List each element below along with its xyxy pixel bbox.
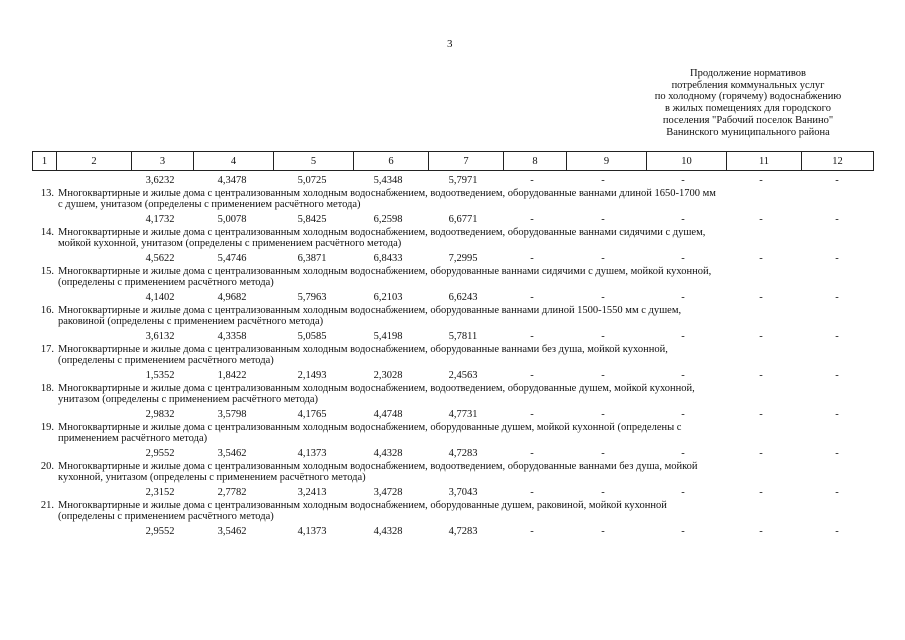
value-cell: 4,4748 <box>373 409 403 420</box>
value-cell: 4,3478 <box>217 175 247 186</box>
value-cell: - <box>835 214 839 225</box>
description-line: Многоквартирные и жилые дома с централизованным холодным водоснабжением, оборудованные ваннами без душа, мойкой кухонной, <box>58 344 668 355</box>
value-cell: 3,5798 <box>217 409 247 420</box>
row-description <box>32 423 873 445</box>
value-cell: 4,1373 <box>297 526 327 537</box>
column-header: 12 <box>802 152 874 171</box>
value-cell: 5,0585 <box>297 331 327 342</box>
value-cell: 5,7811 <box>448 331 478 342</box>
value-cell: 5,4198 <box>373 331 403 342</box>
value-cell: - <box>530 253 534 264</box>
value-cell: 5,4746 <box>217 253 247 264</box>
table-row <box>32 445 873 462</box>
column-number-header <box>32 151 874 171</box>
column-header: 7 <box>429 152 504 171</box>
caption-line: по холодному (горячему) водоснабжению <box>654 91 842 103</box>
value-cell: - <box>530 370 534 381</box>
value-cell: - <box>835 526 839 537</box>
value-cell: - <box>601 448 605 459</box>
value-cell: - <box>759 487 763 498</box>
value-cell: - <box>601 526 605 537</box>
table-row <box>32 484 873 501</box>
value-cell: 2,4563 <box>448 370 478 381</box>
value-cell: - <box>601 331 605 342</box>
row-description <box>32 267 873 289</box>
value-cell: - <box>835 175 839 186</box>
value-cell: 6,8433 <box>373 253 403 264</box>
table-row <box>32 289 873 306</box>
table-row <box>32 523 873 540</box>
value-cell: - <box>759 175 763 186</box>
description-line: Многоквартирные и жилые дома с централизованным холодным водоснабжением, оборудованные душем, мойкой кухонной (определены с <box>58 422 682 433</box>
value-cell: 6,6771 <box>448 214 478 225</box>
table-row <box>32 172 873 189</box>
value-cell: 5,4348 <box>373 175 403 186</box>
row-number: 18. <box>40 383 54 394</box>
value-cell: 6,3871 <box>297 253 327 264</box>
value-cell: - <box>530 292 534 303</box>
value-cell: 3,6232 <box>145 175 175 186</box>
value-cell: 4,1732 <box>145 214 175 225</box>
row-description <box>32 189 873 211</box>
value-cell: 3,6132 <box>145 331 175 342</box>
row-number: 13. <box>40 188 54 199</box>
value-cell: 2,1493 <box>297 370 327 381</box>
row-number: 14. <box>40 227 54 238</box>
value-cell: - <box>759 253 763 264</box>
value-cell: - <box>601 253 605 264</box>
value-cell: - <box>759 331 763 342</box>
value-cell: - <box>601 370 605 381</box>
value-cell: 4,1402 <box>145 292 175 303</box>
value-cell: - <box>530 331 534 342</box>
value-cell: 2,9832 <box>145 409 175 420</box>
row-description <box>32 462 873 484</box>
description-line: унитазом (определены с применением расчётного метода) <box>58 393 319 405</box>
value-cell: - <box>835 292 839 303</box>
value-cell: - <box>530 487 534 498</box>
description-line: (определены с применением расчётного метода) <box>58 510 274 522</box>
page-number: 3 <box>447 38 453 50</box>
value-cell: - <box>835 409 839 420</box>
row-number: 20. <box>40 461 54 472</box>
value-cell: - <box>835 253 839 264</box>
description-line: (определены с применением расчётного метода) <box>58 276 274 288</box>
value-cell: 3,7043 <box>448 487 478 498</box>
row-number: 17. <box>40 344 54 355</box>
value-cell: - <box>530 214 534 225</box>
value-cell: 3,2413 <box>297 487 327 498</box>
value-cell: 3,4728 <box>373 487 403 498</box>
value-cell: 1,8422 <box>217 370 247 381</box>
value-cell: - <box>835 331 839 342</box>
description-line: Многоквартирные и жилые дома с централизованным холодным водоснабжением, водоотведением, оборудованные ваннами длиной 1650-1700 мм <box>58 188 716 199</box>
value-cell: - <box>601 409 605 420</box>
column-header: 4 <box>194 152 274 171</box>
column-header: 9 <box>567 152 647 171</box>
column-header: 10 <box>647 152 727 171</box>
value-cell: - <box>681 214 685 225</box>
column-header: 6 <box>354 152 429 171</box>
value-cell: 2,3152 <box>145 487 175 498</box>
description-line: Многоквартирные и жилые дома с централизованным холодным водоснабжением, водоотведением, оборудованные ваннами без душа, мойкой <box>58 461 698 472</box>
row-number: 21. <box>40 500 54 511</box>
description-line: Многоквартирные и жилые дома с централизованным холодным водоснабжением, оборудованные душем, раковиной, мойкой кухонной <box>58 500 667 511</box>
value-cell: 2,7782 <box>217 487 247 498</box>
caption-line: поселения "Рабочий поселок Ванино" <box>662 114 834 126</box>
description-line: применением расчётного метода) <box>58 432 208 444</box>
value-cell: 4,7731 <box>448 409 478 420</box>
value-cell: 5,7963 <box>297 292 327 303</box>
value-cell: 4,5622 <box>145 253 175 264</box>
row-number: 15. <box>40 266 54 277</box>
row-description <box>32 384 873 406</box>
column-header: 11 <box>727 152 802 171</box>
value-cell: - <box>601 292 605 303</box>
value-cell: 4,4328 <box>373 526 403 537</box>
table-row <box>32 328 873 345</box>
row-number: 16. <box>40 305 54 316</box>
value-cell: - <box>759 370 763 381</box>
value-cell: 3,5462 <box>217 448 247 459</box>
value-cell: 4,1765 <box>297 409 327 420</box>
value-cell: - <box>601 214 605 225</box>
column-header: 2 <box>57 152 132 171</box>
value-cell: - <box>601 487 605 498</box>
value-cell: - <box>681 448 685 459</box>
table-row <box>32 211 873 228</box>
description-line: с душем, унитазом (определены с применением расчётного метода) <box>58 198 361 210</box>
value-cell: - <box>530 448 534 459</box>
description-line: Многоквартирные и жилые дома с централизованным холодным водоснабжением, водоотведением, оборудованные душем, мойкой кухонной, <box>58 383 695 394</box>
value-cell: - <box>601 175 605 186</box>
value-cell: 1,5352 <box>145 370 175 381</box>
table-body <box>32 172 873 540</box>
value-cell: - <box>681 253 685 264</box>
value-cell: 2,9552 <box>145 448 175 459</box>
table-row <box>32 250 873 267</box>
value-cell: - <box>835 448 839 459</box>
column-header: 5 <box>274 152 354 171</box>
caption-line: потребления коммунальных услуг <box>671 79 825 91</box>
description-line: Многоквартирные и жилые дома с централизованным холодным водоснабжением, оборудованные ваннами длиной 1500-1550 мм с душем, <box>58 305 682 316</box>
value-cell: 2,9552 <box>145 526 175 537</box>
description-line: кухонной, унитазом (определены с применением расчётного метода) <box>58 471 366 483</box>
value-cell: - <box>681 409 685 420</box>
value-cell: - <box>835 487 839 498</box>
value-cell: 5,0725 <box>297 175 327 186</box>
value-cell: 6,6243 <box>448 292 478 303</box>
table-row <box>32 367 873 384</box>
column-header: 3 <box>132 152 194 171</box>
value-cell: - <box>681 175 685 186</box>
value-cell: 5,0078 <box>217 214 247 225</box>
row-description <box>32 501 873 523</box>
row-number: 19. <box>40 422 54 433</box>
value-cell: 5,7971 <box>448 175 478 186</box>
value-cell: - <box>759 409 763 420</box>
value-cell: - <box>835 370 839 381</box>
column-header: 8 <box>504 152 567 171</box>
table-caption <box>623 68 873 138</box>
value-cell: 4,4328 <box>373 448 403 459</box>
value-cell: - <box>530 526 534 537</box>
caption-line: Ванинского муниципального района <box>666 126 830 138</box>
description-line: мойкой кухонной, унитазом (определены с применением расчётного метода) <box>58 237 402 249</box>
value-cell: 3,5462 <box>217 526 247 537</box>
value-cell: - <box>759 214 763 225</box>
value-cell: 7,2995 <box>448 253 478 264</box>
value-cell: - <box>759 292 763 303</box>
caption-line: Продолжение нормативов <box>690 68 806 79</box>
description-line: Многоквартирные и жилые дома с централизованным холодным водоснабжением, оборудованные ваннами сидячими с душем, мойкой кухонной, <box>58 266 712 277</box>
row-description <box>32 228 873 250</box>
value-cell: 4,3358 <box>217 331 247 342</box>
value-cell: 4,7283 <box>448 448 478 459</box>
value-cell: - <box>681 526 685 537</box>
value-cell: - <box>530 175 534 186</box>
description-line: раковиной (определены с применением расчётного метода) <box>58 315 324 327</box>
description-line: Многоквартирные и жилые дома с централизованным холодным водоснабжением, водоотведением, оборудованные ваннами сидячими с душем, <box>58 227 706 238</box>
value-cell: - <box>681 370 685 381</box>
table-row <box>32 406 873 423</box>
value-cell: 5,8425 <box>297 214 327 225</box>
value-cell: 6,2103 <box>373 292 403 303</box>
description-line: (определены с применением расчётного метода) <box>58 354 274 366</box>
value-cell: 2,3028 <box>373 370 403 381</box>
row-description <box>32 345 873 367</box>
value-cell: - <box>759 526 763 537</box>
value-cell: 6,2598 <box>373 214 403 225</box>
caption-line: в жилых помещениях для городского <box>665 103 831 115</box>
value-cell: - <box>681 487 685 498</box>
value-cell: - <box>530 409 534 420</box>
value-cell: - <box>681 331 685 342</box>
value-cell: - <box>681 292 685 303</box>
value-cell: 4,1373 <box>297 448 327 459</box>
row-description <box>32 306 873 328</box>
column-header: 1 <box>33 152 57 171</box>
value-cell: 4,7283 <box>448 526 478 537</box>
value-cell: 4,9682 <box>217 292 247 303</box>
value-cell: - <box>759 448 763 459</box>
